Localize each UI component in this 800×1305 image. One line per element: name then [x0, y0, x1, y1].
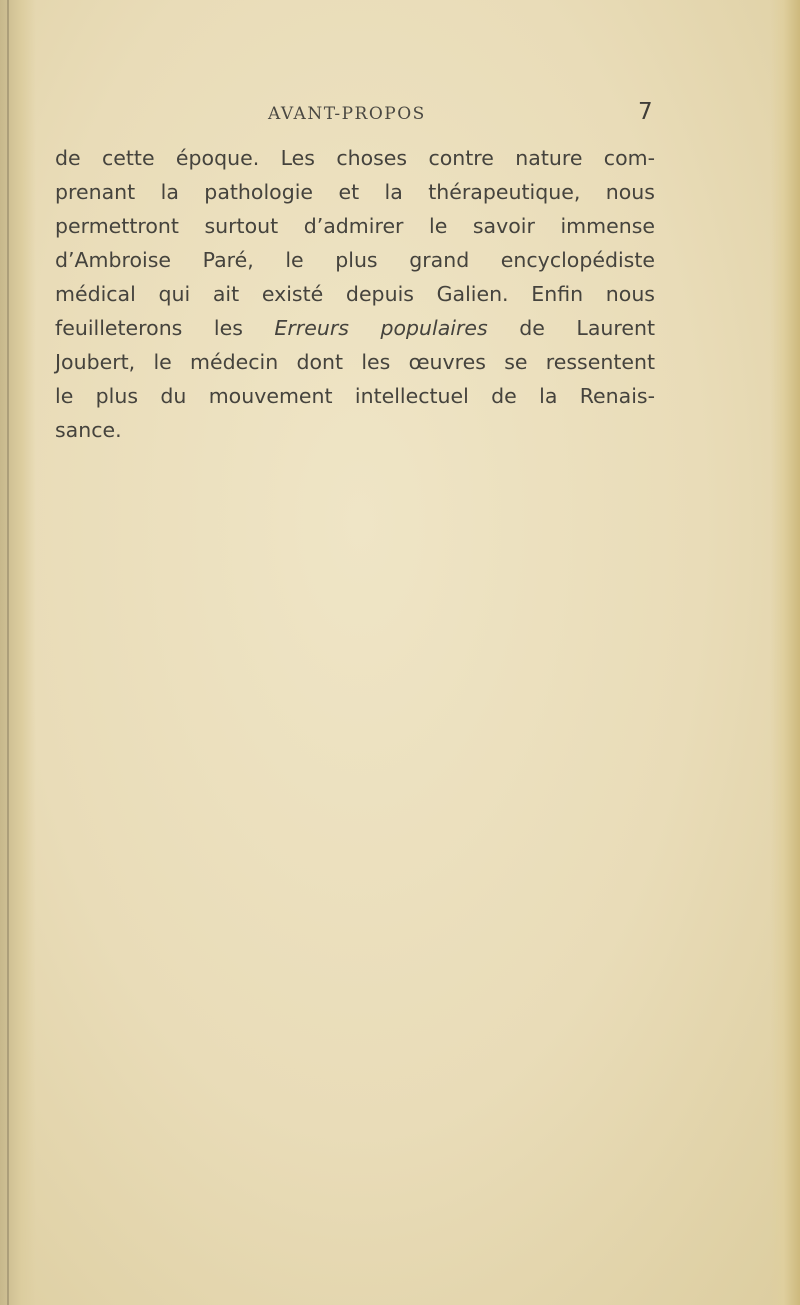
text-line — [55, 311, 655, 345]
text-segment: feuilleterons les — [55, 316, 275, 340]
text-line: de cette époque. Les choses contre nature com- — [55, 146, 655, 170]
text-line: prenant la pathologie et la thérapeutique, nous — [55, 180, 655, 204]
italic-title: Erreurs populaires — [274, 316, 488, 340]
text-line: sance. — [55, 418, 122, 442]
text-line: permettront surtout d’admirer le savoir immense — [55, 214, 655, 238]
text-line: Joubert, le médecin dont les œuvres se ressentent — [55, 350, 655, 374]
running-head: AVANT-PROPOS — [268, 104, 426, 124]
text-line: le plus du mouvement intellectuel de la Renais- — [55, 384, 655, 408]
text-segment: de Laurent — [487, 316, 655, 340]
page-left-shadow — [0, 0, 36, 1305]
page-number: 7 — [638, 99, 653, 125]
text-line: médical qui ait existé depuis Galien. Enfin nous — [55, 282, 655, 306]
page-right-stain — [770, 0, 800, 1305]
body-paragraph — [55, 141, 655, 447]
page-gutter-line — [7, 0, 9, 1305]
text-line: d’Ambroise Paré, le plus grand encyclopédiste — [55, 248, 655, 272]
